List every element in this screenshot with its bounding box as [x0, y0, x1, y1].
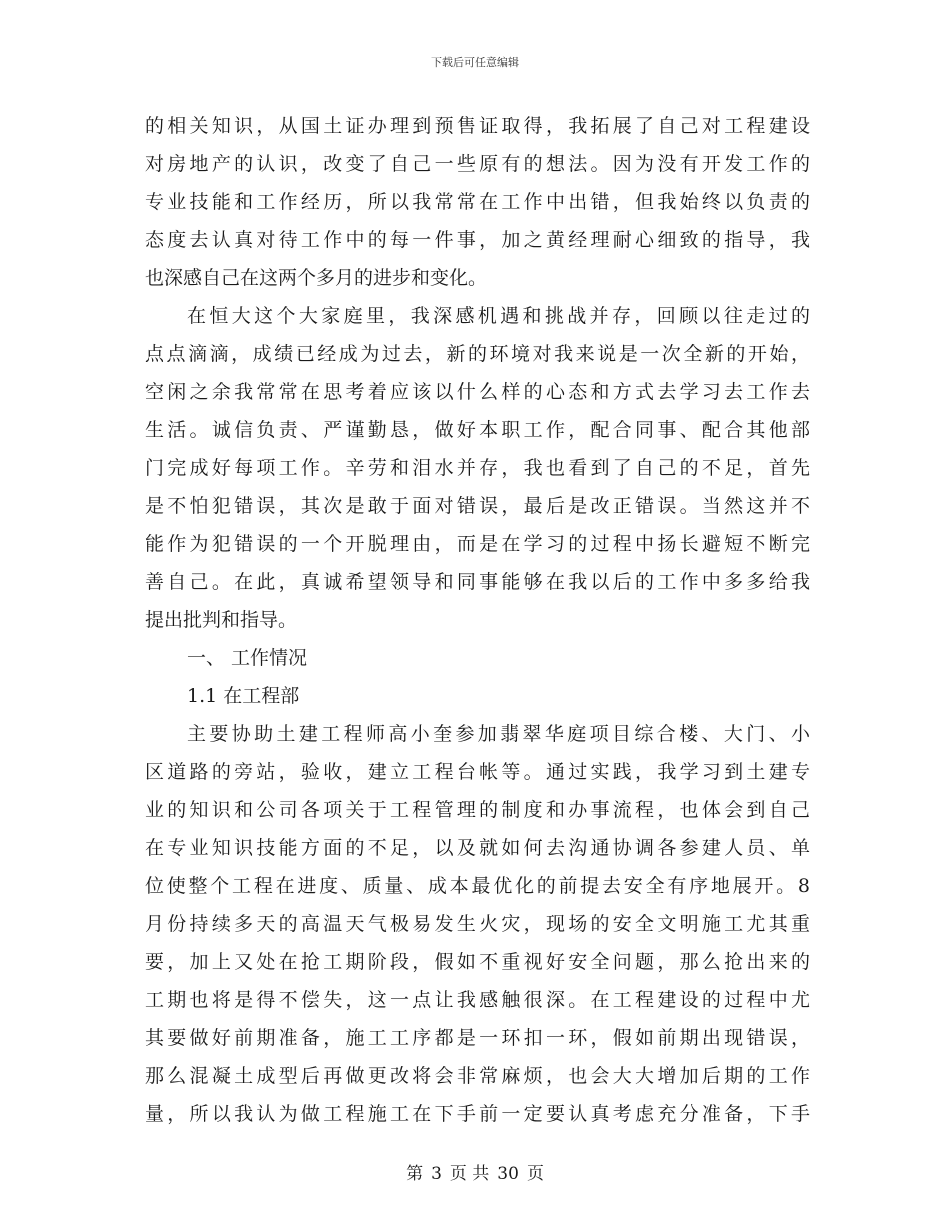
text-line: 其要做好前期准备，施工工序都是一环扣一环，假如前期出现错误， [145, 1027, 810, 1049]
text-line: 门完成好每项工作。辛劳和泪水并存，我也看到了自己的不足，首先 [145, 457, 810, 479]
text-line: 善自己。在此，真诚希望领导和同事能够在我以后的工作中多多给我 [145, 571, 810, 593]
text-line: 的相关知识，从国土证办理到预售证取得，我拓展了自己对工程建设 [145, 115, 810, 137]
text-line: 主要协助土建工程师高小奎参加翡翠华庭项目综合楼、大门、小 [187, 723, 810, 745]
text-line: 区道路的旁站，验收，建立工程台帐等。通过实践，我学习到土建专 [145, 761, 810, 783]
footer-prefix: 第 [406, 1164, 424, 1184]
document-body [145, 107, 810, 1133]
text-line: 量，所以我认为做工程施工在下手前一定要认真考虑充分准备，下手 [145, 1103, 810, 1125]
text-line: 要，加上又处在抢工期阶段，假如不重视好安全问题，那么抢出来的 [145, 951, 810, 973]
text-line: 也深感自己在这两个多月的进步和变化。 [145, 267, 488, 289]
total-pages: 30 [497, 1164, 519, 1184]
text-line: 在专业知识技能方面的不足，以及就如何去沟通协调各参建人员、单 [145, 837, 810, 859]
text-line: 月份持续多天的高温天气极易发生火灾，现场的安全文明施工尤其重 [145, 913, 810, 935]
text-line: 位使整个工程在进度、质量、成本最优化的前提去安全有序地展开。8 [145, 875, 810, 897]
text-line: 点点滴滴，成绩已经成为过去，新的环境对我来说是一次全新的开始， [145, 343, 810, 365]
text-line: 生活。诚信负责、严谨勤恳，做好本职工作，配合同事、配合其他部 [145, 419, 810, 441]
text-line: 对房地产的认识，改变了自己一些原有的想法。因为没有开发工作的 [145, 153, 810, 175]
text-line: 能作为犯错误的一个开脱理由，而是在学习的过程中扬长避短不断完 [145, 533, 810, 555]
text-line: 业的知识和公司各项关于工程管理的制度和办事流程，也体会到自己 [145, 799, 810, 821]
section-heading: 一、 工作情况 [187, 647, 308, 669]
text-line: 在恒大这个大家庭里，我深感机遇和挑战并存，回顾以往走过的 [187, 305, 810, 327]
subsection-heading: 1.1 在工程部 [187, 685, 300, 707]
footer-suffix: 页 [526, 1164, 544, 1184]
footer-middle: 页 共 [449, 1164, 490, 1184]
text-line: 提出批判和指导。 [145, 609, 298, 631]
text-line: 工期也将是得不偿失，这一点让我感触很深。在工程建设的过程中尤 [145, 989, 810, 1011]
page-footer [0, 1159, 950, 1184]
page-header: 下载后可任意编辑 [431, 56, 519, 69]
page-number: 3 [431, 1164, 442, 1184]
text-line: 是不怕犯错误，其次是敢于面对错误，最后是改正错误。当然这并不 [145, 495, 810, 517]
text-line: 空闲之余我常常在思考着应该以什么样的心态和方式去学习去工作去 [145, 381, 810, 403]
text-line: 专业技能和工作经历，所以我常常在工作中出错，但我始终以负责的 [145, 191, 810, 213]
text-line: 那么混凝土成型后再做更改将会非常麻烦，也会大大增加后期的工作 [145, 1065, 810, 1087]
text-line: 态度去认真对待工作中的每一件事，加之黄经理耐心细致的指导，我 [145, 229, 810, 251]
